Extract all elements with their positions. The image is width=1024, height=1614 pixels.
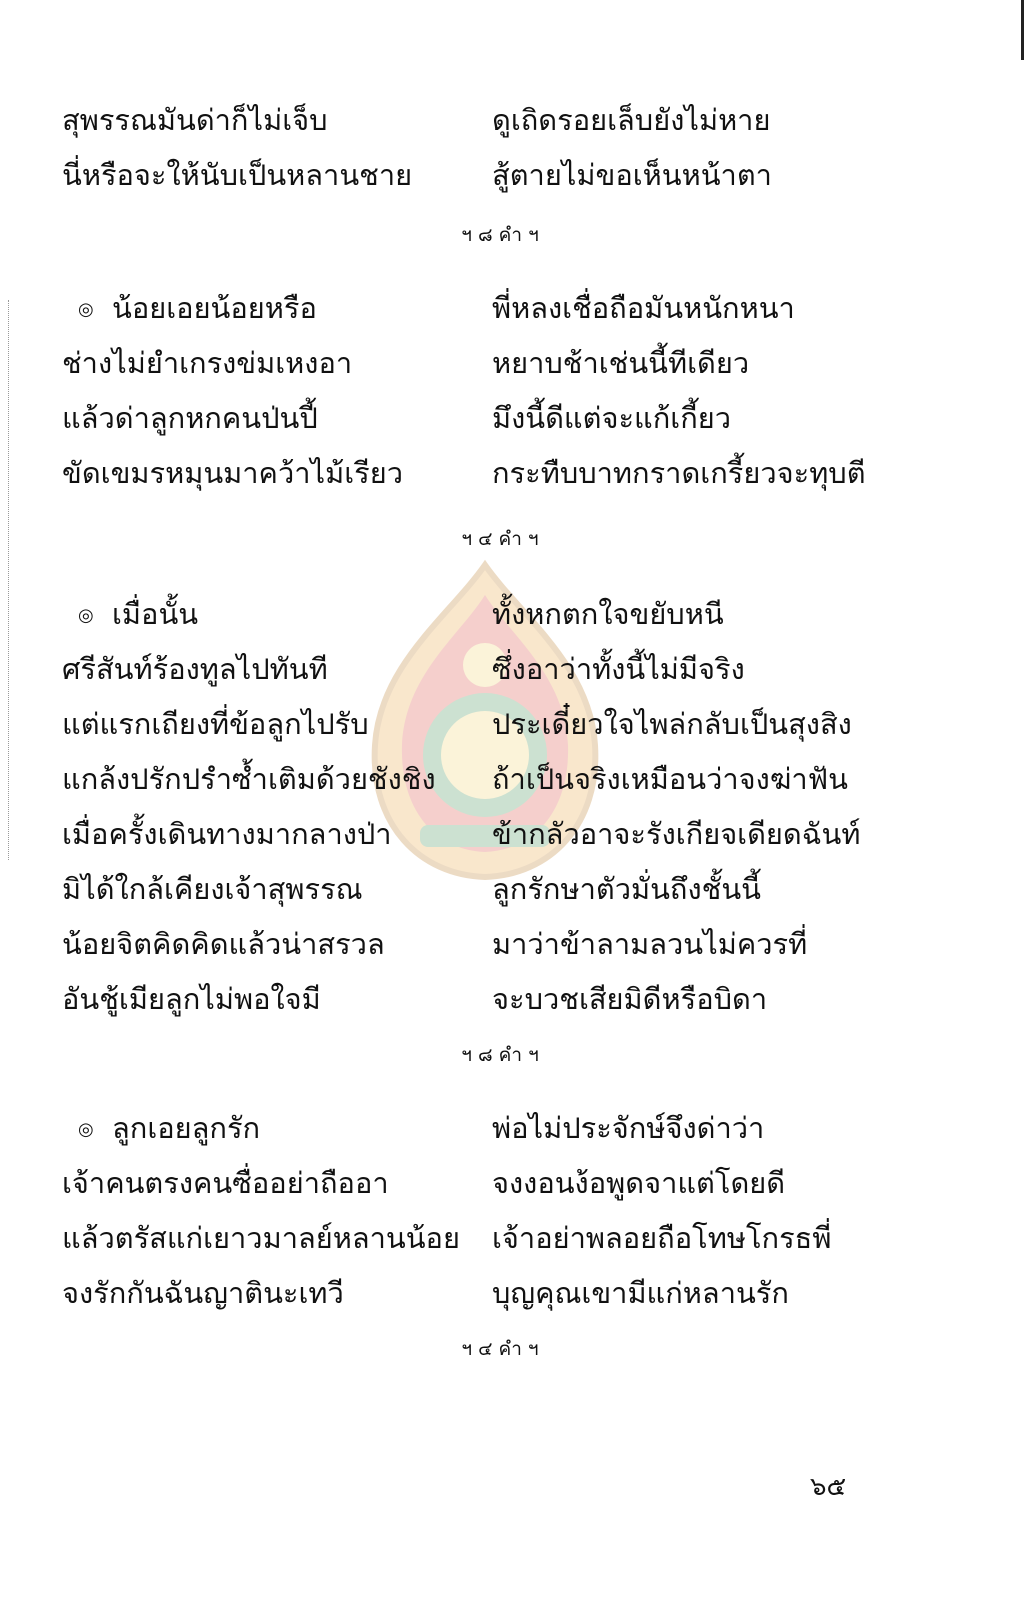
verse-line <box>0 924 1024 979</box>
verse-line <box>0 704 1024 759</box>
stanza-marker-icon: ◎ <box>78 1119 94 1140</box>
verse-right: ประเดี๋ยวใจไพล่กลับเป็นสุงสิง <box>492 707 852 741</box>
verse-left: อันชู้เมียลูกไม่พอใจมี <box>62 982 321 1016</box>
verse-line <box>0 288 1024 343</box>
verse-line <box>0 1108 1024 1163</box>
verse-line <box>0 759 1024 814</box>
stanza <box>0 100 1024 210</box>
verse-left: ขัดเขมรหมุนมาคว้าไม้เรียว <box>62 456 403 490</box>
verse-left: สุพรรณมันด่าก็ไม่เจ็บ <box>62 103 328 137</box>
verse-line <box>0 155 1024 210</box>
stanza-count: ฯ ๘ คำ ฯ <box>461 1044 539 1066</box>
stanza-marker-icon: ◎ <box>78 605 94 626</box>
verse-left: เมื่อนั้น <box>112 597 199 631</box>
verse-line <box>0 453 1024 508</box>
verse-left: แกล้งปรักปรำซ้ำเติมด้วยชังชิง <box>62 762 436 796</box>
verse-left: น้อยเอยน้อยหรือ <box>112 291 317 325</box>
verse-left: ศรีสันท์ร้องทูลไปทันที <box>62 652 328 686</box>
verse-right: หยาบช้าเช่นนี้ทีเดียว <box>492 346 750 380</box>
verse-line <box>0 343 1024 398</box>
verse-right: ดูเถิดรอยเล็บยังไม่หาย <box>492 103 771 137</box>
verse-left: แล้วตรัสแก่เยาวมาลย์หลานน้อย <box>62 1221 460 1255</box>
page-number: ๖๕ <box>810 1472 847 1502</box>
verse-right: พี่หลงเชื่อถือมันหนักหนา <box>492 291 795 325</box>
verse-line <box>0 398 1024 453</box>
stanza-marker-icon: ◎ <box>78 299 94 320</box>
verse-right: ถ้าเป็นจริงเหมือนว่าจงฆ่าฟัน <box>492 762 848 796</box>
verse-line <box>0 869 1024 924</box>
verse-left: นี่หรือจะให้นับเป็นหลานชาย <box>62 158 413 192</box>
verse-line <box>0 1273 1024 1328</box>
verse-right: กระทืบบาทกราดเกรี้ยวจะทุบตี <box>492 456 866 490</box>
verse-left: มิได้ใกล้เคียงเจ้าสุพรรณ <box>62 872 363 906</box>
verse-right: ทั้งหกตกใจขยับหนี <box>492 597 724 631</box>
verse-line <box>0 100 1024 155</box>
stanza <box>0 594 1024 1034</box>
stanza-count: ฯ ๔ คำ ฯ <box>461 1338 539 1360</box>
verse-line <box>0 594 1024 649</box>
verse-right: จะบวชเสียมิดีหรือบิดา <box>492 982 768 1016</box>
verse-right: พ่อไม่ประจักษ์จึงด่าว่า <box>492 1111 765 1145</box>
verse-right: มึงนี้ดีแต่จะแก้เกี้ยว <box>492 401 732 435</box>
verse-line <box>0 649 1024 704</box>
verse-left: ลูกเอยลูกรัก <box>112 1111 261 1145</box>
verse-left: แต่แรกเถียงที่ข้อลูกไปรับ <box>62 707 369 741</box>
stanza <box>0 1108 1024 1328</box>
verse-left: แล้วด่าลูกหกคนป่นปี้ <box>62 401 318 435</box>
verse-line <box>0 1163 1024 1218</box>
verse-line <box>0 814 1024 869</box>
verse-line <box>0 1218 1024 1273</box>
verse-left: ช่างไม่ยำเกรงข่มเหงอา <box>62 346 353 380</box>
verse-right: ลูกรักษาตัวมั่นถึงชั้นนี้ <box>492 872 761 906</box>
verse-right: จงงอนง้อพูดจาแต่โดยดี <box>492 1166 786 1200</box>
verse-right: ซึ่งอาว่าทั้งนี้ไม่มีจริง <box>492 652 745 686</box>
stanza <box>0 288 1024 508</box>
verse-right: ข้ากลัวอาจะรังเกียจเดียดฉันท์ <box>492 817 861 851</box>
verse-left: น้อยจิตคิดคิดแล้วน่าสรวล <box>62 927 385 961</box>
verse-right: บุญคุณเขามีแก่หลานรัก <box>492 1276 789 1310</box>
verse-line <box>0 979 1024 1034</box>
verse-left: เมื่อครั้งเดินทางมากลางป่า <box>62 817 392 851</box>
verse-right: สู้ตายไม่ขอเห็นหน้าตา <box>492 158 772 192</box>
verse-left: เจ้าคนตรงคนซื่ออย่าถืออา <box>62 1166 389 1200</box>
stanza-count: ฯ ๔ คำ ฯ <box>461 528 539 550</box>
stanza-count: ฯ ๘ คำ ฯ <box>461 224 539 246</box>
verse-right: เจ้าอย่าพลอยถือโทษโกรธพี่ <box>492 1221 832 1255</box>
verse-right: มาว่าข้าลามลวนไม่ควรที่ <box>492 927 808 961</box>
verse-left: จงรักกันฉันญาตินะเทวี <box>62 1276 344 1310</box>
